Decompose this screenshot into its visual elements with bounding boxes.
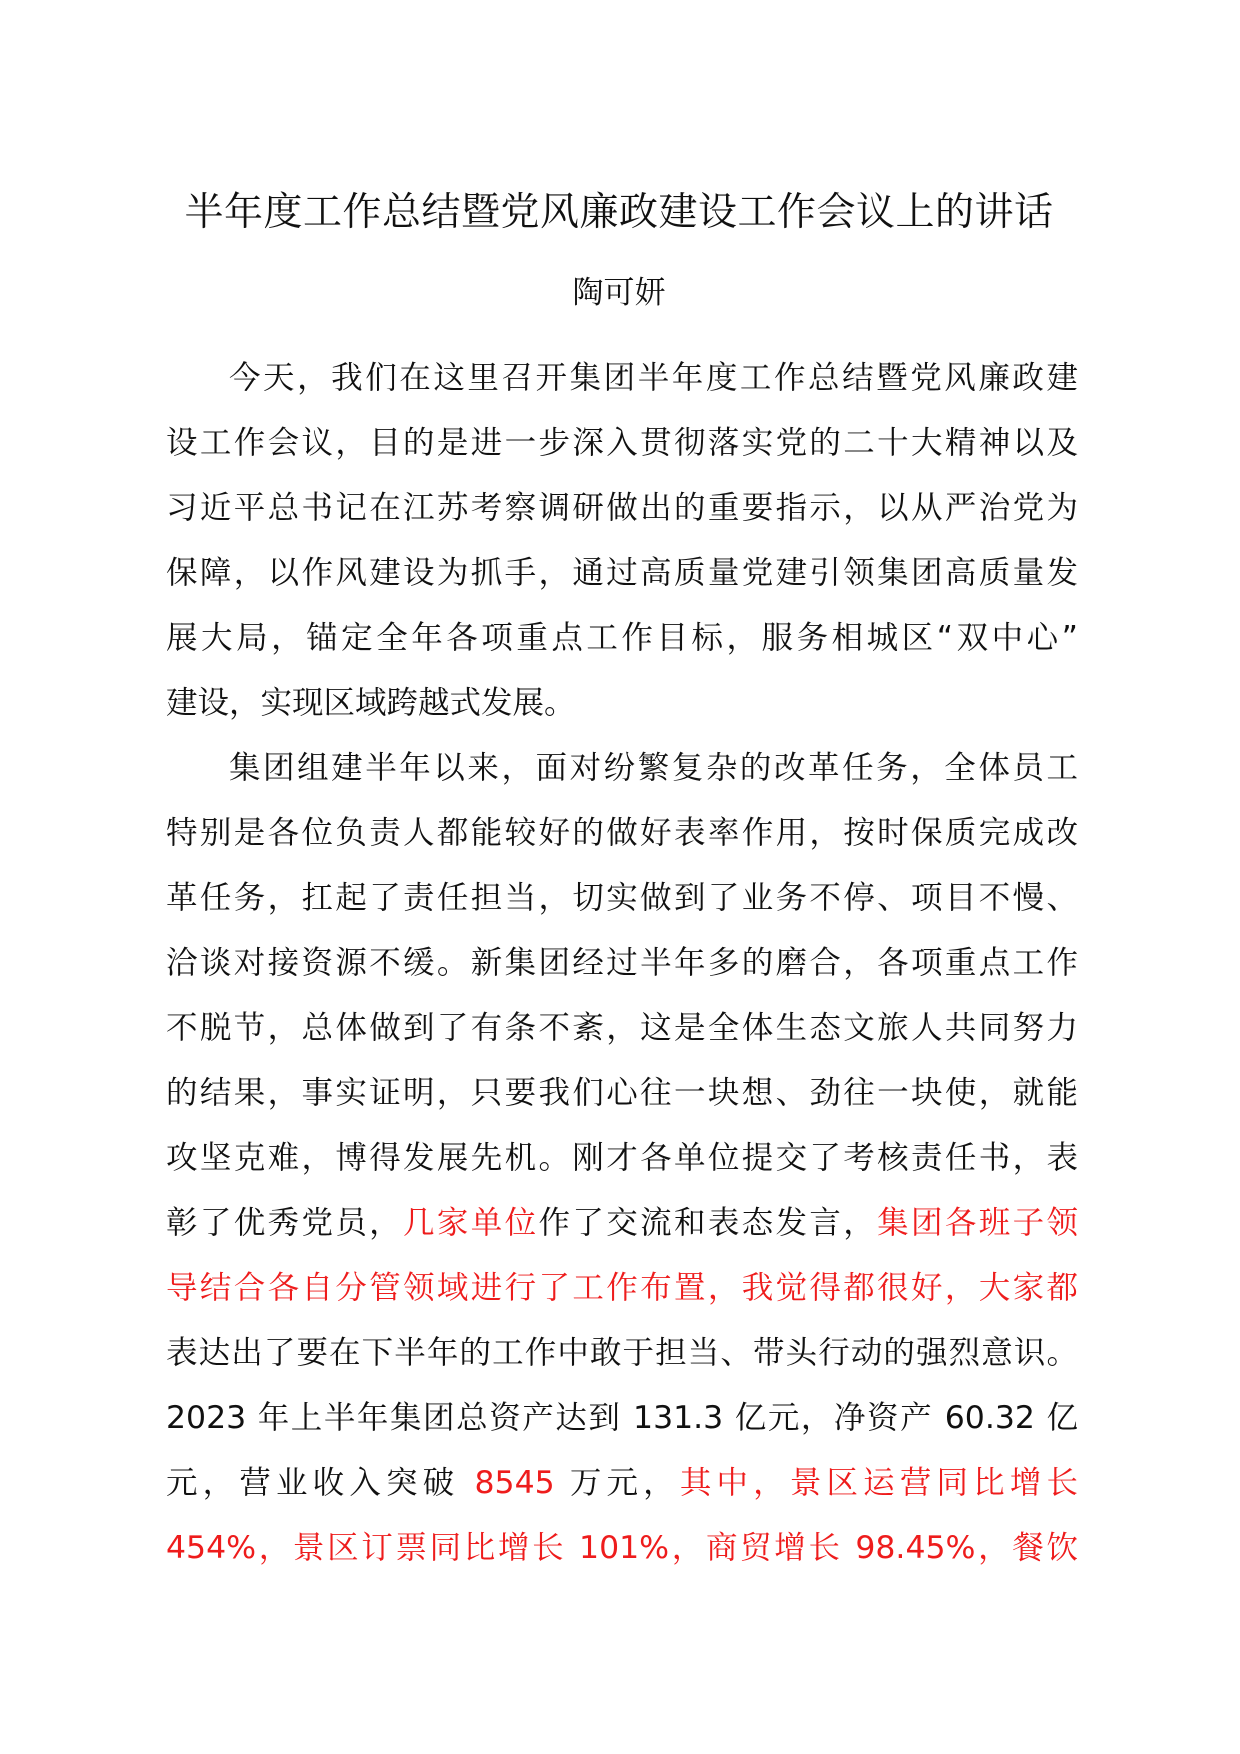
text-run: 的结果，事实证明，只要我们心往一块想、劲往一块使，就能 bbox=[166, 1075, 1078, 1111]
text-line bbox=[166, 996, 1078, 1061]
text-run: 革任务，扛起了责任担当，切实做到了业务不停、项目不慢、 bbox=[166, 880, 1078, 916]
text-run: 元，营业收入突破 bbox=[166, 1465, 475, 1501]
text-line bbox=[166, 736, 1078, 801]
text-run: 特别是各位负责人都能较好的做好表率作用，按时保质完成改 bbox=[166, 815, 1078, 851]
text-line bbox=[166, 1516, 1078, 1581]
highlighted-text-run: 集团各班子领 bbox=[877, 1205, 1078, 1241]
text-run: 彰了优秀党员， bbox=[166, 1205, 404, 1241]
speech-body bbox=[166, 346, 1078, 1581]
text-run: 习近平总书记在江苏考察调研做出的重要指示，以从严治党为 bbox=[166, 490, 1078, 526]
text-run: 万元， bbox=[554, 1465, 680, 1501]
text-run: 集团组建半年以来，面对纷繁复杂的改革任务，全体员工 bbox=[229, 750, 1078, 786]
text-run: 保障，以作风建设为抓手，通过高质量党建引领集团高质量发 bbox=[166, 555, 1078, 591]
text-line bbox=[166, 801, 1078, 866]
document-author: 陶可妍 bbox=[572, 275, 666, 311]
text-run: 作了交流和表态发言， bbox=[538, 1205, 878, 1241]
text-line bbox=[166, 1386, 1078, 1451]
text-line bbox=[166, 1321, 1078, 1386]
text-run: 不脱节，总体做到了有条不紊，这是全体生态文旅人共同努力 bbox=[166, 1010, 1078, 1046]
text-run: 展大局，锚定全年各项重点工作目标，服务相城区“双中心” bbox=[166, 620, 1078, 656]
text-run: 今天，我们在这里召开集团半年度工作总结暨党风廉政建 bbox=[229, 360, 1078, 396]
text-line bbox=[166, 1061, 1078, 1126]
text-line bbox=[166, 866, 1078, 931]
text-line bbox=[166, 1451, 1078, 1516]
text-line bbox=[166, 476, 1078, 541]
text-line bbox=[166, 541, 1078, 606]
text-run: 表达出了要在下半年的工作中敢于担当、带头行动的强烈意识。 bbox=[166, 1335, 1078, 1371]
text-line bbox=[166, 1256, 1078, 1321]
document-title: 半年度工作总结暨党风廉政建设工作会议上的讲话 bbox=[184, 190, 1054, 235]
text-run: 洽谈对接资源不缓。新集团经过半年多的磨合，各项重点工作 bbox=[166, 945, 1078, 981]
text-run: 攻坚克难，博得发展先机。刚才各单位提交了考核责任书，表 bbox=[166, 1140, 1078, 1176]
text-line bbox=[166, 931, 1078, 996]
highlighted-text-run: 其中，景区运营同比增长 bbox=[679, 1465, 1078, 1501]
highlighted-text-run: 几家单位 bbox=[403, 1205, 539, 1241]
highlighted-text-run: 导结合各自分管领域进行了工作布置，我觉得都很好，大家都 bbox=[166, 1270, 1078, 1306]
text-line bbox=[166, 606, 1078, 671]
highlighted-text-run: 8545 bbox=[474, 1465, 555, 1501]
text-line bbox=[166, 411, 1078, 476]
highlighted-text-run: 454%，景区订票同比增长 101%，商贸增长 98.45%，餐饮 bbox=[166, 1530, 1078, 1566]
text-line bbox=[166, 671, 1078, 736]
text-run: 建设，实现区域跨越式发展。 bbox=[166, 685, 576, 721]
text-line bbox=[166, 1191, 1078, 1256]
text-line bbox=[166, 1126, 1078, 1191]
text-run: 设工作会议，目的是进一步深入贯彻落实党的二十大精神以及 bbox=[166, 425, 1078, 461]
text-run: 2023 年上半年集团总资产达到 131.3 亿元，净资产 60.32 亿 bbox=[166, 1400, 1078, 1436]
text-line bbox=[166, 346, 1078, 411]
